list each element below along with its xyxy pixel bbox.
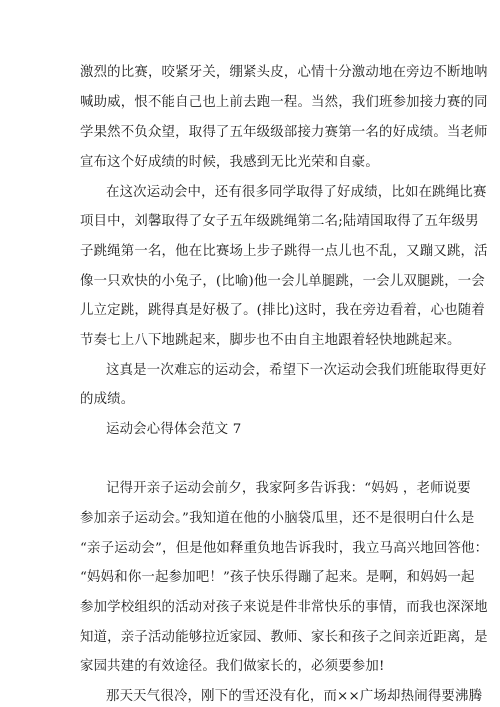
text-line: 知道，亲子活动能够拉近家园、教师、家长和孩子之间亲近距离，是 (80, 630, 488, 645)
text-line: 在这次运动会中，还有很多同学取得了好成绩，比如在跳绳比赛 (106, 185, 487, 200)
text-line: 子跳绳第一名，他在比赛场上步子跳得一点儿也不乱，又蹦又跳，活 (80, 244, 488, 259)
text-line: 激烈的比赛，咬紧牙关，绷紧头皮，心情十分激动地在旁边不断地呐 (80, 65, 488, 80)
text-line: 宣布这个好成绩的时候，我感到无比光荣和自豪。 (80, 155, 379, 170)
text-line: 参加亲子运动会。”我知道在他的小脑袋瓜里，还不是很明白什么是 (80, 511, 475, 526)
text-line: 学果然不负众望，取得了五年级级部接力赛第一名的好成绩。当老师 (80, 125, 488, 140)
text-line: 那天天气很冷，刚下的雪还没有化，而××广场却热闹得要沸腾 (106, 689, 483, 704)
text-line: 的成绩。 (80, 392, 135, 407)
text-line: 节奏七上八下地跳起来，脚步也不由自主地跟着轻快地跳起来。 (80, 333, 461, 348)
text-line: 家园共建的有效途径。我们做家长的，必须要参加! (80, 659, 385, 674)
text-line: 项目中，刘馨取得了女子五年级跳绳第二名;陆靖国取得了五年级男 (80, 214, 479, 229)
text-line: 像一只欢快的小兔子，(比喻)他一会儿单腿跳，一会儿双腿跳，一会 (80, 274, 485, 289)
section-heading: 运动会心得体会范文 7 (106, 422, 242, 437)
text-line: 这真是一次难忘的运动会，希望下一次运动会我们班能取得更好 (106, 363, 487, 378)
text-line: 喊助威，恨不能自己也上前去跑一程。当然，我们班参加接力赛的同 (80, 95, 488, 110)
text-line: 记得开亲子运动会前夕，我家阿多告诉我：“妈妈 ，老师说要 (106, 481, 471, 496)
text-line: 参加学校组织的活动对孩子来说是件非常快乐的事情，而我也深深地 (80, 600, 488, 615)
text-line: “妈妈和你一起参加吧！”孩子快乐得蹦了起来。是啊，和妈妈一起 (80, 570, 475, 585)
text-line: “亲子运动会”，但是他如释重负地告诉我时，我立马高兴地回答他： (80, 541, 489, 556)
text-line: 儿立定跳，跳得真是好极了。(排比)这时，我在旁边看着，心也随着 (80, 303, 485, 318)
